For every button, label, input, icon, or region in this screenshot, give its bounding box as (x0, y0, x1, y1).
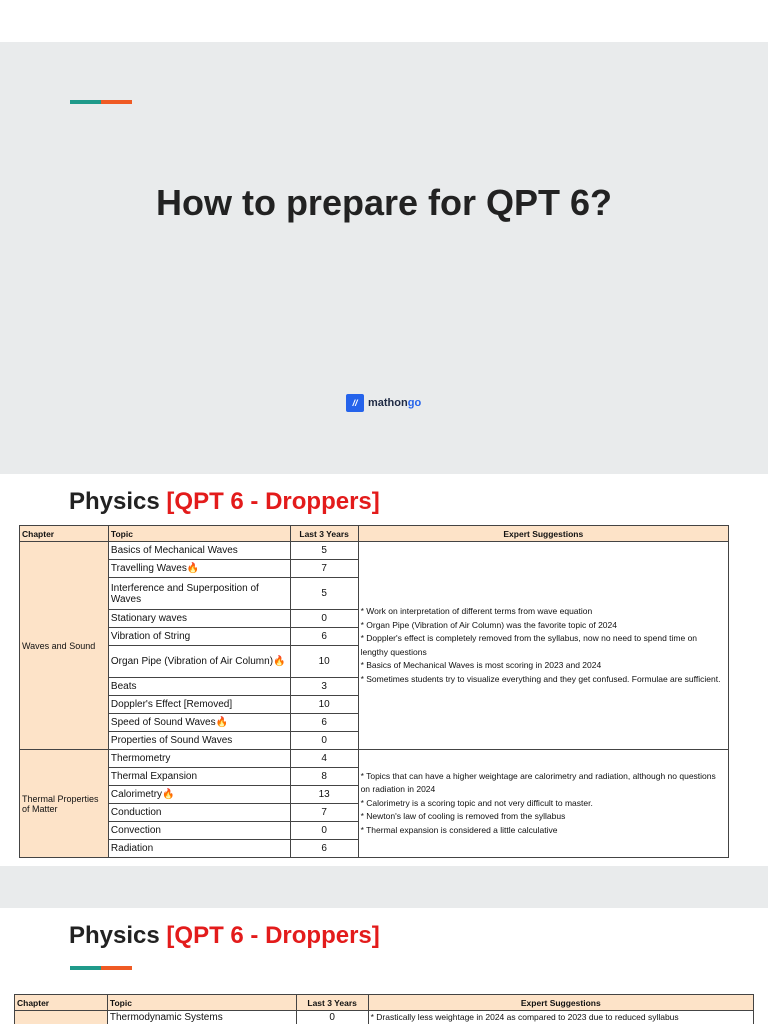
topic-label: Calorimetry (110, 789, 163, 800)
fire-icon: 🔥 (215, 717, 229, 728)
topic-label: Basics of Mechanical Waves (110, 545, 238, 556)
topic-label: Convection (110, 825, 161, 836)
topic-cell (108, 840, 290, 858)
suggestion-line: * Work on interpretation of different terms from wave equation (360, 606, 593, 616)
topic-cell (108, 714, 290, 732)
chapter-cell: Thermal Properties of Matter (20, 750, 109, 858)
count-cell: 6 (290, 714, 358, 732)
topic-cell (108, 542, 290, 560)
topic-label: Speed of Sound Waves (110, 717, 216, 728)
topic-label: Vibration of String (110, 631, 191, 642)
header-chapter: Chapter (15, 995, 108, 1011)
table-row (20, 750, 729, 768)
topic-label: Properties of Sound Waves (110, 735, 233, 746)
header-expert-suggestions: Expert Suggestions (368, 995, 753, 1011)
chapter-cell: Waves and Sound (20, 542, 109, 750)
accent-bar (70, 966, 132, 970)
topic-cell (108, 732, 290, 750)
count-cell: 6 (290, 840, 358, 858)
count-cell: 4 (290, 750, 358, 768)
suggestion-line: * Doppler's effect is completely removed from the syllabus, now no need to spend time on lengthy questions (360, 633, 698, 657)
table-header-row (15, 995, 754, 1011)
suggestion-line: * Thermal expansion is considered a little calculative (360, 824, 558, 835)
count-cell: 6 (290, 628, 358, 646)
header-expert-suggestions: Expert Suggestions (358, 526, 728, 542)
header-last-3-years: Last 3 Years (296, 995, 368, 1011)
count-cell: 7 (290, 560, 358, 578)
topic-label: Conduction (110, 807, 162, 818)
topic-label: Organ Pipe (Vibration of Air Column) (110, 656, 274, 667)
accent-bar (70, 100, 132, 104)
topic-cell (108, 578, 290, 610)
count-cell: 10 (290, 696, 358, 714)
suggestion-line: * Topics that can have a higher weightage are calorimetry and radiation, although no questions on radiation in 2024 (360, 770, 716, 795)
fire-icon: 🔥 (162, 789, 175, 800)
topic-cell (108, 804, 290, 822)
suggestion-cell: * Drastically less weightage in 2024 as compared to 2023 due to reduced syllabus (368, 1011, 753, 1024)
hero-slide (0, 42, 768, 474)
logo-text: mathongo (368, 397, 422, 409)
count-cell: 0 (290, 732, 358, 750)
suggestion-line: * Basics of Mechanical Waves is most scoring in 2023 and 2024 (360, 660, 602, 670)
chapter-cell (15, 1011, 108, 1024)
topics-table (19, 525, 729, 858)
fire-icon: 🔥 (273, 656, 286, 667)
topic-label: Stationary waves (110, 613, 188, 624)
fire-icon: 🔥 (186, 563, 200, 574)
slide-physics-2 (0, 908, 768, 1024)
table-header-row (20, 526, 729, 542)
count-cell: 13 (290, 786, 358, 804)
logo-mark-icon: // (346, 394, 364, 412)
topic-label: Thermal Expansion (110, 771, 198, 782)
topic-cell (108, 696, 290, 714)
topic-cell (108, 560, 290, 578)
suggestion-line: * Organ Pipe (Vibration of Air Column) was the favorite topic of 2024 (360, 619, 617, 630)
suggestion-cell (358, 542, 728, 750)
header-last-3-years: Last 3 Years (290, 526, 358, 542)
topic-cell (108, 822, 290, 840)
topics-table (14, 994, 754, 1024)
header-topic: Topic (108, 526, 290, 542)
topic-cell (108, 610, 290, 628)
count-cell: 7 (290, 804, 358, 822)
hero-title: How to prepare for QPT 6? (155, 182, 613, 223)
topic-label: Radiation (110, 843, 154, 854)
slide-title: Physics [QPT 6 - Droppers] (69, 922, 380, 949)
topic-cell (108, 628, 290, 646)
table-row (15, 1011, 754, 1024)
topic-cell (108, 678, 290, 696)
topic-label: Thermometry (110, 753, 171, 764)
topic-cell (108, 646, 290, 678)
topic-label: Doppler's Effect [Removed] (110, 699, 233, 710)
header-chapter: Chapter (20, 526, 109, 542)
table-row (20, 542, 729, 560)
header-topic: Topic (107, 995, 296, 1011)
count-cell: 0 (296, 1011, 368, 1024)
count-cell: 5 (290, 578, 358, 610)
count-cell: 0 (290, 610, 358, 628)
suggestion-line: * Sometimes students try to visualize everything and they get confused. Formulae are sufficient. (360, 673, 721, 684)
count-cell: 0 (290, 822, 358, 840)
topic-cell: Thermodynamic Systems (107, 1011, 296, 1024)
suggestion-cell (358, 750, 728, 858)
slide-physics-1 (0, 474, 768, 866)
mathongo-logo (346, 394, 421, 412)
topic-cell (108, 786, 290, 804)
topic-label: Interference and Superposition of Waves (110, 582, 259, 605)
topic-label: Beats (110, 681, 137, 692)
slide-title: Physics [QPT 6 - Droppers] (69, 488, 380, 515)
topic-cell (108, 750, 290, 768)
topic-cell (108, 768, 290, 786)
count-cell: 10 (290, 646, 358, 678)
count-cell: 8 (290, 768, 358, 786)
count-cell: 3 (290, 678, 358, 696)
slide-separator (0, 866, 768, 908)
suggestion-line: * Calorimetry is a scoring topic and not very difficult to master. (360, 797, 593, 808)
count-cell: 5 (290, 542, 358, 560)
suggestion-line: * Newton's law of cooling is removed from the syllabus (360, 811, 566, 822)
topic-label: Travelling Waves (110, 563, 187, 574)
